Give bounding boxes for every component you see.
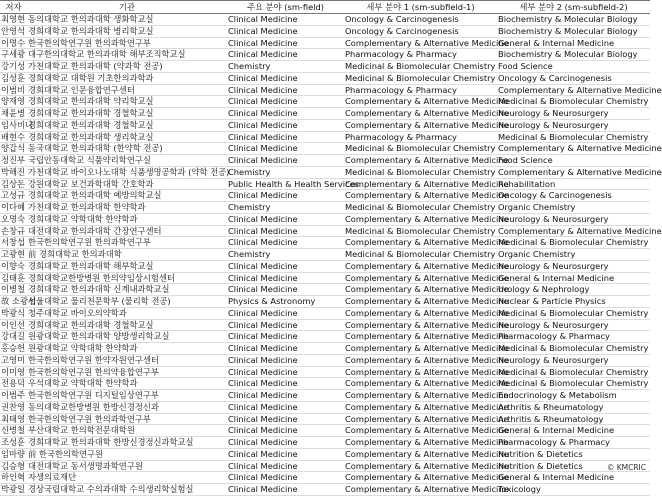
cell-institution: 가천대학교 한의과대학 한약학과 [27,202,227,214]
cell-main-field: Clinical Medicine [227,413,344,425]
cell-subfield-1: Complementary & Alternative Medicine [345,484,509,494]
cell-subfield-2: Oncology & Carcinogenesis [497,72,650,84]
cell-subfield-1: Complementary & Alternative Medicine [345,37,509,48]
cell-main-field: Clinical Medicine [227,307,344,319]
cell-subfield-1: Complementary & Alternative Medicine [345,378,509,389]
cell-subfield-1: Complementary & Alternative Medicine [345,190,509,201]
cell-subfield-1: Complementary & Alternative Medicine [345,272,509,283]
table-row [0,61,650,73]
cell-subfield-2: Complementary & Alternative Medicine [498,225,662,236]
cell-institution: 한국한의학연구원 한의과학연구부 [27,413,227,425]
cell-subfield-2: Organic Chemistry [497,249,650,261]
table-row [0,225,650,237]
table-row [0,354,650,366]
cell-subfield-2: Neurology & Neurosurgery [497,260,650,272]
cell-institution: 경희대학교 한의과대학 경혈학교실 [27,319,227,331]
cell-institution: 가천대학교 한의과대학 (약과학 전공) [27,61,227,73]
cell-subfield-2: Neurology & Neurosurgery [497,119,650,131]
table-row [0,272,650,284]
table-body [0,14,662,496]
table-row [0,25,650,37]
table-row [0,460,650,472]
cell-author: 홍승헌 [1,343,26,353]
cell-institution: 강원대학교 보건과학대학 간호학과 [27,178,227,190]
cell-institution: 경상국립대학교 수의과대학 수의생리학실험실 [27,484,227,496]
cell-subfield-2: Biochemistry & Molecular Biology [497,25,650,37]
cell-author: 최태영 [1,413,26,424]
cell-institution: 대구한의대학교 한의과대학 해부조직학교실 [27,49,227,61]
table-row [0,143,650,155]
cell-institution: 동국대학교 한의과대학 (한약학 전공) [27,143,227,155]
cell-author: 김승형 [1,460,26,471]
cell-subfield-1: Complementary & Alternative Medicine [345,331,509,342]
cell-author: 故 소광섭 [1,296,36,306]
cell-subfield-1: Complementary & Alternative Medicine [345,343,509,353]
cell-author: 권찬영 [1,401,26,412]
cell-main-field: Clinical Medicine [227,354,344,366]
table-row [0,472,650,484]
cell-institution: 경희대학교 한의과대학 생리학교실 [27,131,227,143]
header-main-field: 주요 분야 (sm-field) [227,1,344,14]
table-row [0,343,650,355]
cell-main-field: Chemistry [227,166,344,178]
cell-subfield-2: Complementary & Alternative Medicine [498,166,662,177]
cell-institution: 경희대학교 한의과대학 병리학교실 [27,25,227,37]
cell-institution: 국립안동대학교 식품약리학연구실 [27,155,227,167]
cell-author: 박광일 [1,484,26,494]
table-row [0,131,650,143]
table-row [0,260,650,272]
cell-main-field: Clinical Medicine [227,366,344,378]
cell-subfield-2: Neurology & Neurosurgery [497,319,650,331]
cell-main-field: Clinical Medicine [227,331,344,343]
cell-author: 박해진 [1,166,26,177]
cell-main-field: Clinical Medicine [227,190,344,202]
table-row [0,178,650,190]
cell-subfield-2: Nutrition & Dietetics [497,460,650,472]
cell-main-field: Clinical Medicine [227,437,344,449]
cell-subfield-1: Complementary & Alternative Medicine [345,260,509,271]
cell-institution: 원광대학교 약학대학 한약학과 [27,343,227,355]
cell-author: 서창섭 [1,237,26,248]
cell-main-field: Clinical Medicine [227,96,344,108]
cell-author: 고영미 [1,354,26,365]
cell-main-field: Public Health & Health Services [228,178,360,189]
cell-main-field: Clinical Medicine [227,213,344,225]
cell-author: 이다혜 [1,202,26,212]
cell-author: 박광식 [1,307,26,318]
cell-main-field: Clinical Medicine [227,131,344,143]
cell-subfield-2: Medicinal & Biomolecular Chemistry [498,237,649,248]
table-row [0,249,650,261]
cell-subfield-1: Pharmacology & Pharmacy [344,49,497,61]
cell-author: 배현수 [1,131,26,142]
cell-subfield-1: Complementary & Alternative Medicine [345,425,509,436]
cell-main-field: Clinical Medicine [227,390,344,402]
cell-institution: 경희대학교 한의과대학 예방의학교실 [27,190,227,202]
cell-subfield-1: Medicinal & Biomolecular Chemistry [345,225,496,236]
cell-institution: 서울대학교 물리천문학부 (물리학 전공) [27,296,227,308]
table-row [0,108,650,120]
cell-author: 이향숙 [1,260,26,271]
table-header-row [0,1,650,14]
cell-subfield-1: Pharmacology & Pharmacy [344,131,497,143]
cell-author: 구세광 [1,49,26,60]
cell-institution: 前 한국한의학연구원 [27,448,227,460]
table-row [0,401,650,413]
cell-main-field: Clinical Medicine [227,260,344,272]
cell-main-field: Clinical Medicine [227,237,344,249]
cell-institution: 경희대학교 한의과대학 경혈학교실 [27,108,227,120]
cell-subfield-1: Complementary & Alternative Medicine [345,108,509,118]
cell-author: 이미영 [1,366,26,377]
table-row [0,425,650,437]
cell-main-field: Clinical Medicine [227,460,344,472]
table-row [0,155,650,167]
cell-main-field: Clinical Medicine [227,343,344,355]
cell-subfield-1: Complementary & Alternative Medicine [345,460,509,471]
cell-main-field: Clinical Medicine [227,72,344,84]
cell-subfield-1: Medicinal & Biomolecular Chemistry [345,143,496,154]
cell-subfield-1: Oncology & Carcinogenesis [344,14,497,26]
table-row [0,437,650,449]
table-row [0,190,650,202]
table-row [0,390,650,402]
cell-subfield-2: Medicinal & Biomolecular Chemistry [498,307,649,318]
cell-institution: 청주대학교 바이오의약학과 [27,307,227,319]
cell-main-field: Clinical Medicine [227,119,344,131]
cell-institution: 경희대학교 약학대학 한약학과 [27,213,227,225]
cell-subfield-1: Complementary & Alternative Medicine [345,178,509,189]
cell-subfield-2: Arthritis & Rheumatology [497,413,650,425]
cell-subfield-2: General & Internal Medicine [497,425,650,437]
cell-main-field: Chemistry [227,61,344,73]
cell-author: 신병철 [1,425,26,436]
cell-institution: 부산대학교 한의학전문대학원 [27,425,227,437]
cell-subfield-1: Pharmacology & Pharmacy [344,84,497,96]
cell-institution: 한국한의학연구원 한의과학연구부 [27,237,227,249]
cell-subfield-2: Medicinal & Biomolecular Chemistry [498,378,649,389]
cell-author: 손창규 [1,225,26,236]
cell-subfield-2: General & Internal Medicine [497,37,650,49]
cell-subfield-2: Endocrinology & Metabolism [497,390,650,402]
cell-author: 이명수 [1,37,26,48]
cell-main-field: Physics & Astronomy [227,296,344,308]
cell-institution: 前 경희대학교 한의과대학 [27,249,227,261]
table-row [0,166,650,178]
cell-subfield-2: Biochemistry & Molecular Biology [497,49,650,61]
cell-institution: 대전대학교 동서생명과학연구원 [27,460,227,472]
cell-institution: 자생의료재단 [27,472,227,484]
cell-subfield-2: Food Science [497,61,650,73]
cell-subfield-1: Complementary & Alternative Medicine [345,307,509,318]
cell-institution: 동의대학교한방병원 한방신경정신과 [27,401,227,413]
cell-subfield-1: Complementary & Alternative Medicine [345,448,509,459]
cell-subfield-2: Toxicology [497,484,650,496]
table-row [0,119,650,131]
cell-institution: 경희대학교 대학원 기초한의과학과 [27,72,227,84]
cell-institution: 경희대학교 한의과대학 한방신경정신과학교실 [27,437,227,449]
cell-subfield-1: Complementary & Alternative Medicine [345,390,509,400]
cell-subfield-2: Neurology & Neurosurgery [497,354,650,366]
cell-institution: 경희대학교 한의과대학 약리학교실 [27,96,227,108]
cell-subfield-1: Complementary & Alternative Medicine [345,119,509,130]
cell-institution: 경희대학교 한의과대학 경혈학교실 [27,119,227,131]
table-row [0,319,650,331]
cell-institution: 한국한의학연구원 한의과학연구부 [27,37,227,49]
header-subfield-1: 세부 분야 1 (sm-subfield-1) [344,1,497,14]
cell-subfield-2: Pharmacology & Pharmacy [497,331,650,343]
cell-subfield-1: Complementary & Alternative Medicine [345,472,509,483]
table-row [0,284,650,296]
cell-subfield-2: General & Internal Medicine [497,472,650,484]
cell-subfield-1: Complementary & Alternative Medicine [345,213,509,224]
cell-institution: 경희대학교 한의과대학 신계내과학교실 [27,284,227,296]
cell-main-field: Clinical Medicine [227,84,344,96]
cell-institution: 원광대학교 한의과대학 양방생리학교실 [27,331,227,343]
cell-author: 김성훈 [1,72,26,83]
cell-institution: 가천대학교 바이오나노대학 식품생명공학과 (약학 전공) [28,166,230,177]
cell-institution: 대전대학교 한의과대학 간장연구센터 [27,225,227,237]
cell-main-field: Clinical Medicine [227,49,344,61]
table-row [0,213,650,225]
cell-main-field: Chemistry [227,249,344,261]
copyright-notice: © KMCRIC [606,463,646,472]
cell-author: 양재영 [1,96,26,107]
cell-institution: 경희대학교 한의과대학 해부학교실 [27,260,227,272]
cell-subfield-2: Pharmacology & Pharmacy [497,437,650,449]
cell-subfield-2: Medicinal & Biomolecular Chemistry [498,96,649,107]
cell-main-field: Chemistry [227,202,344,214]
cell-subfield-1: Medicinal & Biomolecular Chemistry [345,202,496,212]
table-row [0,378,650,390]
cell-subfield-2: Neurology & Neurosurgery [497,213,650,225]
cell-subfield-2: Medicinal & Biomolecular Chemistry [498,131,649,142]
cell-main-field: Clinical Medicine [227,284,344,296]
cell-author: 이범비 [1,84,26,95]
table-row [0,413,650,425]
cell-subfield-1: Complementary & Alternative Medicine [345,366,509,377]
cell-author: 조성훈 [1,437,26,447]
cell-subfield-1: Medicinal & Biomolecular Chemistry [345,61,496,71]
cell-author: 오명숙 [1,213,26,224]
table-row [0,484,650,496]
header-author: 저자 [0,1,27,14]
cell-subfield-2: Nutrition & Dietetics [497,448,650,460]
cell-subfield-2: Nuclear & Particle Physics [497,296,650,308]
cell-institution: 한국한의학연구원 한의약융합연구부 [27,366,227,378]
table-row [0,72,650,84]
cell-author: 이인선 [1,319,26,330]
cell-subfield-2: Medicinal & Biomolecular Chemistry [498,366,649,377]
cell-main-field: Clinical Medicine [227,425,344,437]
cell-subfield-2: Arthritis & Rheumatology [497,401,650,413]
cell-subfield-1: Oncology & Carcinogenesis [344,25,497,37]
cell-author: 임마량 [1,448,26,459]
cell-author: 강대길 [1,331,26,342]
cell-institution: 우석대학교 약학대학 한약학과 [27,378,227,390]
cell-main-field: Clinical Medicine [227,37,344,49]
cell-subfield-2: Complementary & Alternative Medicine [498,143,662,154]
cell-subfield-1: Complementary & Alternative Medicine [345,401,509,412]
cell-subfield-1: Medicinal & Biomolecular Chemistry [345,72,496,83]
cell-author: 김상돈 [1,178,26,189]
cell-subfield-2: Biochemistry & Molecular Biology [497,14,650,26]
table-row [0,14,650,26]
cell-subfield-1: Complementary & Alternative Medicine [345,354,509,365]
cell-subfield-2: Neurology & Neurosurgery [497,108,650,120]
cell-author: 채윤병 [1,108,26,118]
cell-subfield-1: Complementary & Alternative Medicine [345,437,509,447]
table-row [0,331,650,343]
cell-main-field: Clinical Medicine [227,401,344,413]
cell-author: 김태훈 [1,272,26,283]
cell-main-field: Clinical Medicine [227,14,344,26]
cell-subfield-2: Organic Chemistry [497,202,650,214]
cell-institution: 경희대학교한방병원 한의약임상시험센터 [27,272,227,284]
cell-subfield-1: Complementary & Alternative Medicine [345,284,509,295]
cell-main-field: Clinical Medicine [227,143,344,155]
cell-subfield-2: Complementary & Alternative Medicine [498,84,662,95]
cell-subfield-1: Medicinal & Biomolecular Chemistry [345,166,496,177]
cell-author: 임사비나 [1,119,34,130]
table-row [0,49,650,61]
cell-author: 이범주 [1,390,26,400]
table-row [0,448,650,460]
cell-institution: 경희대학교 인문융합연구센터 [27,84,227,96]
cell-author: 정진부 [1,155,26,165]
cell-main-field: Clinical Medicine [227,108,344,120]
cell-author: 전용덕 [1,378,26,389]
cell-author: 강기성 [1,61,26,71]
table-row [0,84,650,96]
cell-main-field: Clinical Medicine [227,448,344,460]
table-row [0,296,650,308]
cell-main-field: Clinical Medicine [227,155,344,167]
cell-subfield-1: Complementary & Alternative Medicine [345,296,509,306]
cell-main-field: Clinical Medicine [227,272,344,284]
table-row [0,237,650,249]
cell-subfield-2: Medicinal & Biomolecular Chemistry [498,343,649,353]
cell-author: 고광현 [1,249,26,259]
table-row [0,366,650,378]
cell-main-field: Clinical Medicine [227,484,344,496]
table-row [0,307,650,319]
cell-subfield-2: General & Internal Medicine [497,272,650,284]
cell-subfield-1: Complementary & Alternative Medicine [345,319,509,330]
cell-subfield-1: Complementary & Alternative Medicine [345,413,509,424]
cell-subfield-1: Complementary & Alternative Medicine [345,96,509,107]
cell-subfield-2: Rehabilitation [497,178,650,190]
cell-author: 이병철 [1,284,26,295]
cell-main-field: Clinical Medicine [227,25,344,37]
cell-main-field: Clinical Medicine [227,472,344,484]
header-institution: 기관 [27,1,227,14]
cell-institution: 한국한의학연구원 디지털임상연구부 [27,390,227,402]
cell-main-field: Clinical Medicine [227,378,344,390]
cell-author: 안영석 [1,25,26,36]
cell-subfield-1: Complementary & Alternative Medicine [345,237,509,248]
cell-subfield-2: Food Science [497,155,650,167]
cell-author: 양갑식 [1,143,26,154]
header-subfield-2: 세부 분야 2 (sm-subfield-2) [497,1,650,14]
cell-subfield-1: Complementary & Alternative Medicine [345,155,509,165]
table-row [0,37,650,49]
table-row [0,202,650,214]
cell-author: 하인혁 [1,472,26,483]
cell-author: 최영현 [1,14,26,24]
cell-subfield-2: Oncology & Carcinogenesis [497,190,650,202]
cell-main-field: Clinical Medicine [227,319,344,331]
table-row [0,96,650,108]
cell-subfield-2: Urology & Nephrology [497,284,650,296]
cell-subfield-1: Medicinal & Biomolecular Chemistry [345,249,496,259]
cell-institution: 한국한의학연구원 한약자원연구센터 [27,354,227,366]
cell-main-field: Clinical Medicine [227,225,344,237]
cell-author: 고성규 [1,190,26,201]
cell-institution: 동의대학교 한의과대학 생화학교실 [27,14,227,26]
